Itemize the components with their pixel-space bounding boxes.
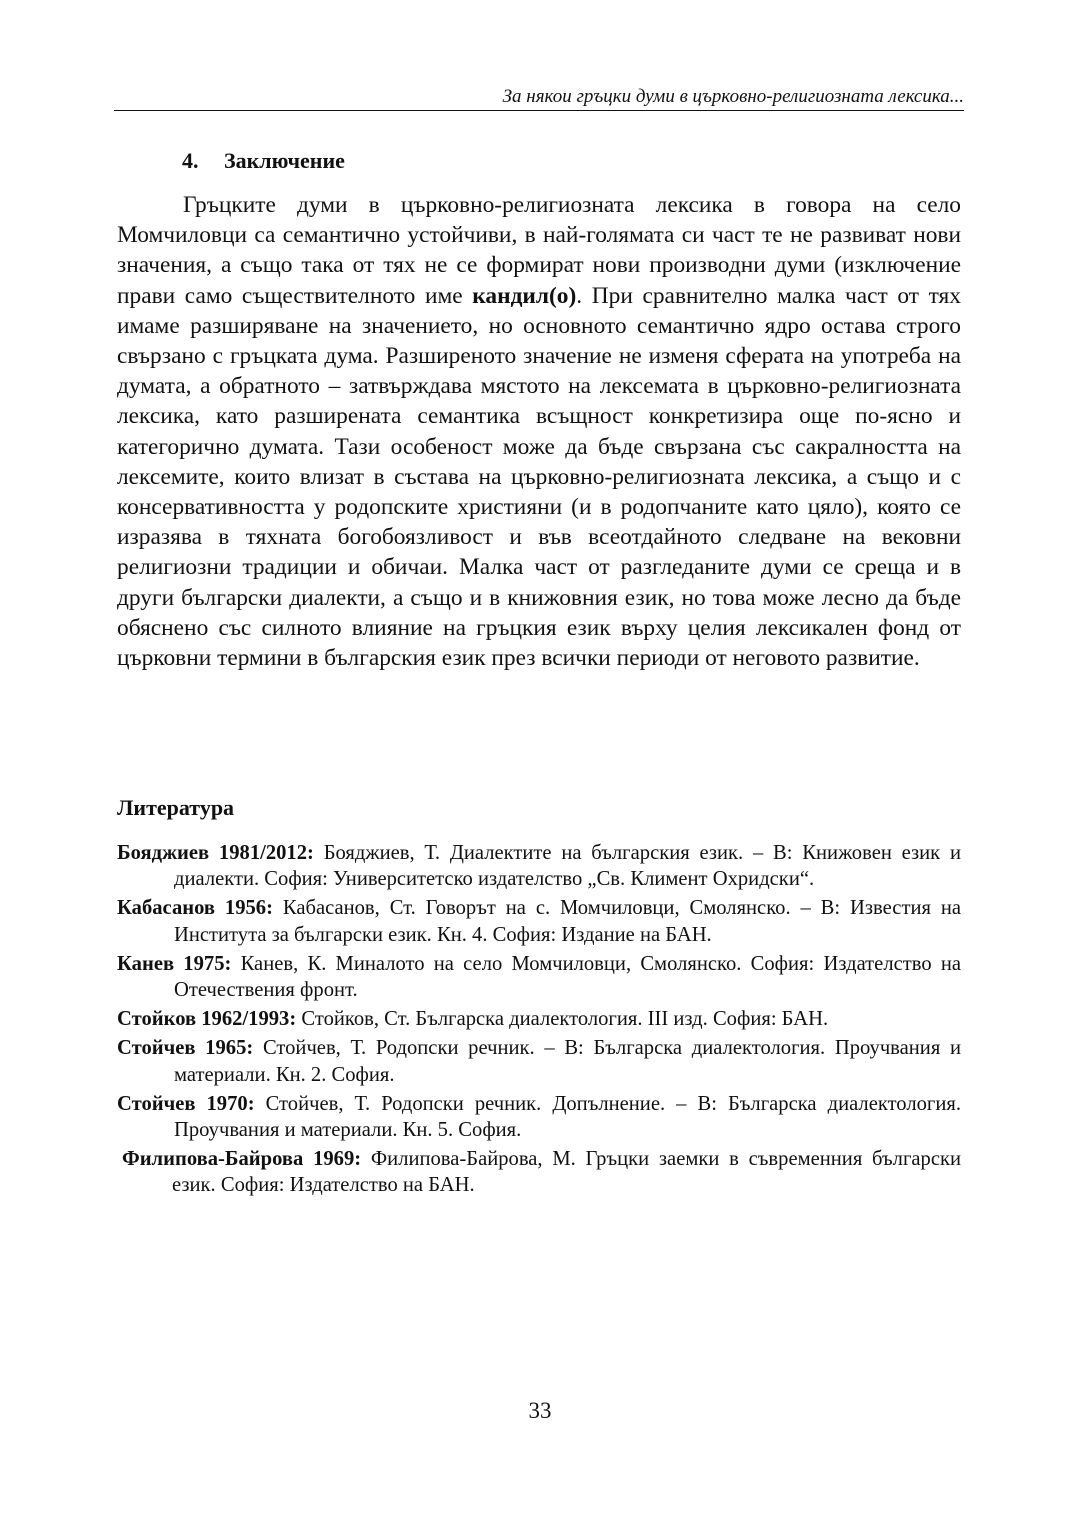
reference-key: Стойчев 1970:	[117, 1092, 255, 1115]
page-number: 33	[528, 1398, 552, 1423]
paragraph-text-end: . При сравнително малка част от тях имаме разширяване на значението, но основното семантично ядро остава строго свързано с гръцката дума. Разширеното значение не изменя сферата на употреба на думата, а обратното – затвърждава мястото на лексемата в църковно-религиозната лексика, като разширената семантика всъщност конкретизира още по-ясно и категорично думата. Тази особеност може да бъде свързана със сакралността на лексемите, които влизат в състава на църковно-религиозната лексика, а също и с консервативността у родопските християни (и в родопчаните като цяло), която се изразява в тяхната богобоязливост и във всеотдайното следване на вековни религиозни традиции и обичаи. Малка част от разгледаните думи се среща и в други български диалекти, а също и в книжовния език, но това може лесно да бъде обяснено със силното влияние на гръцкия език върху целия лексикален фонд от църковни термини в българския език през всички периоди от неговото развитие.	[117, 282, 961, 672]
reference-key: Филипова-Байрова 1969:	[122, 1148, 362, 1171]
reference-text: Канев, К. Миналото на село Момчиловци, Смолянско. София: Издателство на Отечествения фронт.	[174, 952, 962, 1002]
reference-key: Стойков 1962/1993:	[117, 1008, 297, 1031]
section-number: 4.	[182, 148, 199, 173]
reference-item	[117, 1091, 961, 1143]
paragraph-bold-term: кандил(о)	[472, 282, 577, 309]
reference-text: Стойчев, Т. Родопски речник. Допълнение. – В: Българска диалектология. Проучвания и материали. Кн. 5. София.	[174, 1092, 961, 1142]
reference-list	[117, 840, 961, 1202]
running-title: За някои гръцки думи в църковно-религиозната лексика...	[502, 86, 964, 107]
reference-item	[117, 951, 961, 1003]
paragraph-text-start: Гръцките думи в църковно-религиозната лексика в говора на село Момчиловци са семантично устойчиви, в най-голямата си част те не развиват нови значения, а също така от тях не се формират нови производни думи (изключение прави само съществителното име	[117, 192, 961, 309]
reference-item	[117, 1146, 961, 1198]
running-header	[114, 86, 964, 111]
conclusion-paragraph	[117, 190, 961, 673]
reference-item	[117, 1035, 961, 1087]
reference-key: Канев 1975:	[117, 952, 232, 975]
reference-key: Бояджиев 1981/2012:	[117, 842, 314, 864]
reference-item	[117, 1006, 961, 1032]
reference-item	[117, 840, 961, 892]
reference-item	[117, 895, 961, 947]
reference-text: Стойчев, Т. Родопски речник. – В: Българска диалектология. Проучвания и материали. Кн. 2. София.	[174, 1037, 961, 1086]
reference-text: Бояджиев, Т. Диалектите на българския език. – В: Книжовен език и диалекти. София: Университетско издателство „Св. Климент Охридски“.	[174, 842, 961, 891]
section-title: Заключение	[224, 148, 345, 173]
reference-key: Стойчев 1965:	[117, 1037, 254, 1060]
reference-text: Кабасанов, Ст. Говорът на с. Момчиловци, Смолянско. – В: Известия на Института за български език. Кн. 4. София: Издание на БАН.	[174, 897, 961, 946]
reference-text: Филипова-Байрова, М. Гръцки заемки в съвременния български език. София: Издателство на БАН.	[172, 1148, 961, 1197]
literature-heading: Литература	[117, 795, 235, 820]
reference-key: Кабасанов 1956:	[117, 897, 273, 920]
reference-text: Стойков, Ст. Българска диалектология. III изд. София: БАН.	[301, 1008, 829, 1031]
section-heading	[182, 148, 345, 174]
